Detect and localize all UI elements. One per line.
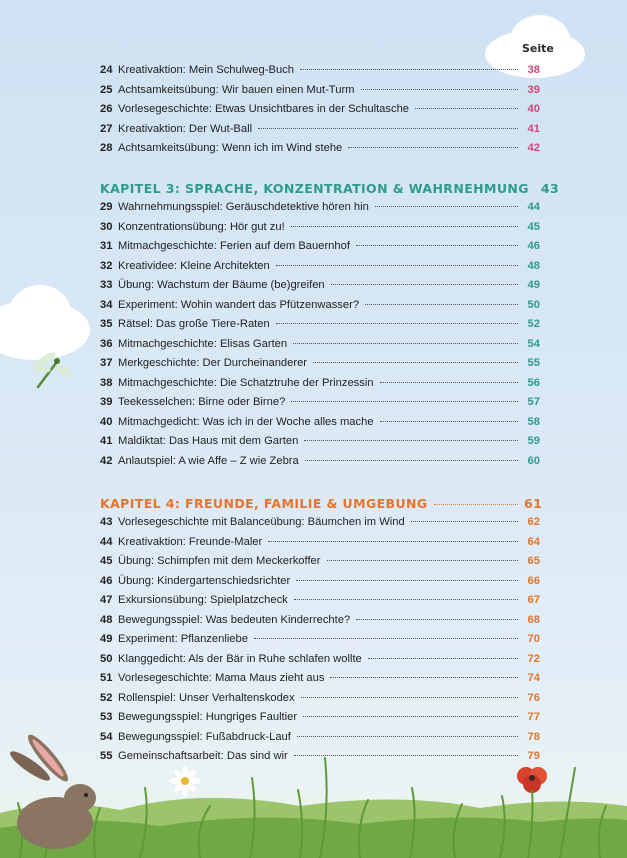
toc-entry[interactable] [100, 614, 540, 632]
leader-dots [380, 382, 518, 383]
toc-entry[interactable] [100, 142, 540, 160]
entry-title: Exkursionsübung: Spielplatzcheck [118, 594, 288, 606]
entry-title: Gemeinschaftsarbeit: Das sind wir [118, 750, 288, 762]
entry-title: Achtsamkeitsübung: Wir bauen einen Mut-Turm [118, 83, 355, 96]
entry-title: Experiment: Wohin wandert das Pfützenwasser? [118, 298, 360, 311]
leader-dots [254, 638, 518, 639]
entry-page: 79 [527, 750, 540, 762]
leader-dots [411, 521, 518, 522]
entry-page: 78 [527, 730, 540, 743]
leader-dots [294, 599, 518, 600]
leader-dots [301, 697, 518, 698]
rabbit-illustration [7, 731, 96, 849]
page-column-label: Seite [522, 42, 554, 55]
toc-entry[interactable] [100, 279, 540, 297]
toc-entry[interactable] [100, 594, 540, 612]
toc-entry[interactable] [100, 357, 540, 375]
toc-entry[interactable] [100, 516, 540, 534]
cloud-left-puff [10, 285, 70, 335]
chapter4-title: KAPITEL 4: FREUNDE, FAMILIE & UMGEBUNG [100, 496, 428, 511]
entry-page: 41 [527, 122, 540, 135]
entry-page: 38 [527, 64, 540, 76]
entry-title: Kreativaktion: Mein Schulweg-Buch [118, 64, 294, 76]
entry-page: 45 [527, 220, 540, 233]
entry-number: 24 [100, 64, 113, 76]
entry-page: 62 [527, 516, 540, 528]
leader-dots [258, 128, 518, 129]
entry-title: Anlautspiel: A wie Affe – Z wie Zebra [118, 454, 299, 467]
leader-dots [276, 265, 518, 266]
entry-title: Übung: Schimpfen mit dem Meckerkoffer [118, 555, 321, 567]
entry-page: 48 [527, 259, 540, 272]
entry-number: 29 [100, 201, 113, 213]
toc-entry[interactable] [100, 692, 540, 710]
entry-page: 76 [527, 691, 540, 704]
entry-title: Achtsamkeitsübung: Wenn ich im Wind stehe [118, 142, 343, 154]
entry-title: Kreatividee: Kleine Architekten [118, 259, 270, 272]
entry-page: 67 [527, 594, 540, 606]
entry-number: 45 [100, 555, 113, 567]
entry-number: 43 [100, 516, 113, 528]
entry-page: 65 [527, 555, 540, 567]
entry-number: 25 [100, 83, 113, 96]
toc-entry[interactable] [100, 221, 540, 239]
leader-dots [434, 504, 518, 505]
daisy-flower [169, 765, 201, 797]
entry-page: 60 [527, 454, 540, 467]
toc-entry[interactable] [100, 396, 540, 414]
toc-entry[interactable] [100, 536, 540, 554]
entry-number: 28 [100, 142, 113, 154]
meadow-illustration [0, 718, 627, 858]
entry-number: 40 [100, 415, 113, 428]
chapter4-page: 61 [524, 496, 543, 511]
entry-number: 47 [100, 594, 113, 606]
entry-page: 40 [527, 103, 540, 115]
entry-title: Mitmachgeschichte: Ferien auf dem Bauernhof [118, 240, 350, 252]
entry-title: Klanggedicht: Als der Bär in Ruhe schlafen wollte [118, 652, 362, 665]
leader-dots [356, 245, 518, 246]
entry-number: 35 [100, 318, 113, 330]
entry-page: 49 [527, 279, 540, 291]
entry-title: Maldiktat: Das Haus mit dem Garten [118, 435, 299, 447]
toc-entry[interactable] [100, 653, 540, 671]
entry-number: 37 [100, 357, 113, 369]
entry-number: 34 [100, 298, 113, 311]
leader-dots [327, 560, 519, 561]
entry-number: 55 [100, 750, 113, 762]
toc-entry[interactable] [100, 672, 540, 690]
entry-page: 52 [527, 318, 540, 330]
entry-page: 72 [527, 652, 540, 665]
toc-entry[interactable] [100, 260, 540, 278]
entry-page: 46 [527, 240, 540, 252]
entry-title: Vorlesegeschichte: Etwas Unsichtbares in der Schultasche [118, 103, 410, 115]
chapter3-title: KAPITEL 3: SPRACHE, KONZENTRATION & WAHRNEHMUNG [100, 181, 529, 196]
entry-number: 41 [100, 435, 113, 447]
entry-number: 44 [100, 535, 113, 548]
entry-title: Vorlesegeschichte: Mama Maus zieht aus [118, 672, 325, 684]
entry-title: Konzentrationsübung: Hör gut zu! [118, 220, 285, 233]
entry-number: 42 [100, 454, 113, 467]
leader-dots [303, 716, 518, 717]
entry-number: 39 [100, 396, 113, 408]
leader-dots [304, 440, 518, 441]
entry-page: 64 [527, 535, 540, 548]
toc-entry[interactable] [100, 435, 540, 453]
dragonfly-icon [28, 345, 73, 395]
toc-entry[interactable] [100, 103, 540, 121]
entry-number: 52 [100, 691, 113, 704]
leader-dots [305, 460, 518, 461]
entry-number: 36 [100, 337, 113, 350]
leader-dots [368, 658, 518, 659]
entry-page: 70 [527, 633, 540, 645]
entry-page: 50 [527, 298, 540, 311]
entry-number: 49 [100, 633, 113, 645]
toc-entry[interactable] [100, 416, 540, 434]
toc-entry[interactable] [100, 123, 540, 141]
chapter3-page: 43 [540, 181, 560, 196]
entry-page: 44 [527, 201, 540, 213]
leader-dots [356, 619, 518, 620]
leader-dots [300, 69, 518, 70]
entry-title: Bewegungsspiel: Was bedeuten Kinderrechte? [118, 613, 351, 626]
leader-dots [361, 89, 519, 90]
entry-title: Kreativaktion: Der Wut-Ball [118, 122, 253, 135]
leader-dots [348, 147, 518, 148]
toc-entry[interactable] [100, 633, 540, 651]
entry-title: Merkgeschichte: Der Durcheinanderer [118, 357, 308, 369]
cloud-top-right-puff [510, 15, 570, 65]
entry-page: 56 [527, 376, 540, 389]
entry-page: 39 [527, 83, 540, 96]
toc-entry[interactable] [100, 455, 540, 473]
entry-number: 48 [100, 613, 113, 626]
entry-title: Kreativaktion: Freunde-Maler [118, 535, 263, 548]
entry-page: 68 [527, 613, 540, 626]
entry-title: Mitmachgeschichte: Die Schatztruhe der Prinzessin [118, 376, 374, 389]
leader-dots [291, 401, 518, 402]
entry-number: 46 [100, 574, 113, 587]
leader-dots [375, 206, 518, 207]
entry-title: Übung: Wachstum der Bäume (be)greifen [118, 279, 325, 291]
toc-entry[interactable] [100, 338, 540, 356]
entry-page: 42 [527, 142, 540, 154]
entry-page: 58 [527, 415, 540, 428]
entry-title: Vorlesegeschichte mit Balanceübung: Bäumchen im Wind [118, 516, 405, 528]
entry-number: 51 [100, 672, 113, 684]
chapter3-heading[interactable] [100, 181, 560, 201]
entry-title: Experiment: Pflanzenliebe [118, 633, 248, 645]
entry-number: 26 [100, 103, 113, 115]
leader-dots [276, 323, 518, 324]
leader-dots [415, 108, 518, 109]
entry-title: Übung: Kindergartenschiedsrichter [118, 574, 291, 587]
entry-number: 27 [100, 122, 113, 135]
entry-page: 57 [527, 396, 540, 408]
entry-page: 66 [527, 574, 540, 587]
leader-dots [330, 677, 518, 678]
leader-dots [365, 304, 518, 305]
leader-dots [293, 343, 518, 344]
leader-dots [296, 580, 518, 581]
toc-entry[interactable] [100, 318, 540, 336]
entry-title: Rätsel: Das große Tiere-Raten [118, 318, 270, 330]
entry-number: 30 [100, 220, 113, 233]
entry-page: 55 [527, 357, 540, 369]
entry-page: 54 [527, 337, 540, 350]
toc-entry[interactable] [100, 377, 540, 395]
entry-number: 32 [100, 259, 113, 272]
entry-title: Mitmachgedicht: Was ich in der Woche alles mache [118, 415, 374, 428]
chapter4-heading[interactable] [100, 496, 543, 516]
entry-number: 33 [100, 279, 113, 291]
entry-title: Wahrnehmungsspiel: Geräuschdetektive hören hin [118, 201, 369, 213]
entry-page: 59 [527, 435, 540, 447]
leader-dots [331, 284, 518, 285]
entry-number: 31 [100, 240, 113, 252]
leader-dots [291, 226, 518, 227]
entry-title: Bewegungsspiel: Hungriges Faultier [118, 711, 298, 723]
toc-entry[interactable] [100, 575, 540, 593]
leader-dots [268, 541, 518, 542]
entry-number: 54 [100, 730, 113, 743]
toc-entry[interactable] [100, 64, 540, 82]
entry-title: Mitmachgeschichte: Elisas Garten [118, 337, 288, 350]
toc-entry[interactable] [100, 201, 540, 219]
entry-title: Bewegungsspiel: Fußabdruck-Lauf [118, 730, 291, 743]
entry-page: 74 [527, 672, 540, 684]
toc-entry[interactable] [100, 555, 540, 573]
leader-dots [380, 421, 518, 422]
leader-dots [313, 362, 518, 363]
entry-number: 38 [100, 376, 113, 389]
entry-title: Rollenspiel: Unser Verhaltenskodex [118, 691, 295, 704]
toc-entry[interactable] [100, 299, 540, 317]
entry-number: 50 [100, 652, 113, 665]
entry-title: Teekesselchen: Birne oder Birne? [118, 396, 286, 408]
entry-number: 53 [100, 711, 113, 723]
entry-page: 77 [527, 711, 540, 723]
toc-entry[interactable] [100, 240, 540, 258]
toc-entry[interactable] [100, 84, 540, 102]
